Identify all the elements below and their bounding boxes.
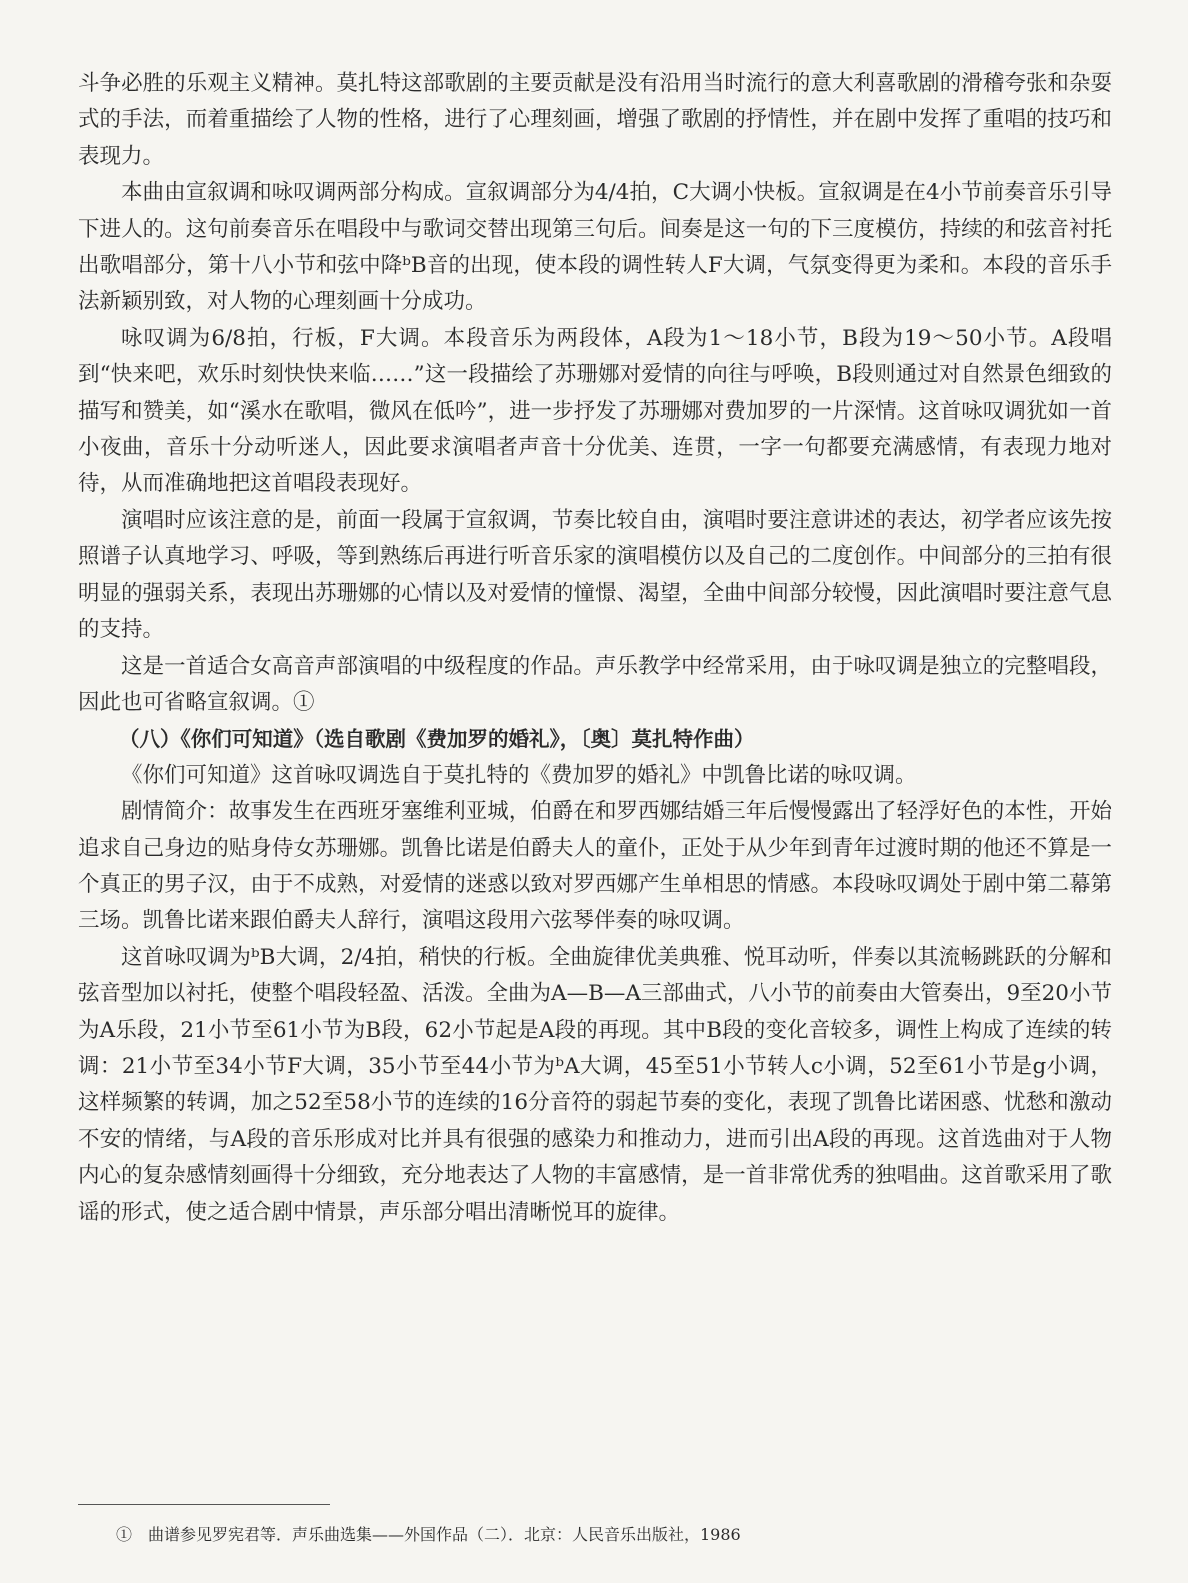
footnote-divider	[78, 1504, 330, 1505]
paragraph-recitative: 本曲由宣叙调和咏叹调两部分构成。宣叙调部分为4/4拍，C大调小快板。宣叙调是在4小节前奏音乐引导下进人的。这句前奏音乐在唱段中与歌词交替出现第三句后。间奏是这一句的下三度模仿，持续的和弦音衬托出歌唱部分，第十八小节和弦中降ᵇB音的出现，使本段的调性转人F大调，气氛变得更为柔和。本段的音乐手法新颖别致，对人物的心理刻画十分成功。	[78, 180, 1112, 315]
paragraph-performance-notes: 演唱时应该注意的是，前面一段属于宣叙调，节奏比较自由，演唱时要注意讲述的表达，初学者应该先按照谱子认真地学习、呼吸，等到熟练后再进行听音乐家的演唱模仿以及自己的二度创作。中间部分的三拍有很明显的强弱关系，表现出苏珊娜的心情以及对爱情的憧憬、渴望，全曲中间部分较慢，因此演唱时要注意气息的支持。	[78, 507, 1112, 643]
section-heading: （八）《你们可知道》（选自歌剧《费加罗的婚礼》，〔奥〕莫扎特作曲）	[119, 727, 755, 752]
footnote: ① 曲谱参见罗宪君等．声乐曲选集——外国作品（二）．北京：人民音乐出版社，1986	[116, 1525, 741, 1544]
paragraph-plot-synopsis: 剧情简介：故事发生在西班牙塞维利亚城，伯爵在和罗西娜结婚三年后慢慢露出了轻浮好色的本性，开始追求自己身边的贴身侍女苏珊娜。凯鲁比诺是伯爵夫人的童仆，正处于从少年到青年过渡时期的他还不算是一个真正的男子汉，由于不成熟，对爱情的迷惑以致对罗西娜产生单相思的情感。本段咏叹调处于剧中第二幕第三场。凯鲁比诺来跟伯爵夫人辞行，演唱这段用六弦琴伴奏的咏叹调。	[78, 799, 1112, 934]
paragraph-continuation: 斗争必胜的乐观主义精神。莫扎特这部歌剧的主要贡献是没有沿用当时流行的意大利喜歌剧的滑稽夸张和杂耍式的手法，而着重描绘了人物的性格，进行了心理刻画，增强了歌剧的抒情性，并在剧中发挥了重唱的技巧和表现力。	[78, 71, 1112, 169]
page-body	[78, 66, 1112, 1231]
paragraph-analysis: 这首咏叹调为ᵇB大调，2/4拍，稍快的行板。全曲旋律优美典雅、悦耳动听，伴奏以其流畅跳跃的分解和弦音型加以衬托，使整个唱段轻盈、活泼。全曲为A—B—A三部曲式，八小节的前奏由大管奏出，9至20小节为A乐段，21小节至61小节为B段，62小节起是A段的再现。其中B段的变化音较多，调性上构成了连续的转调：21小节至34小节F大调，35小节至44小节为ᵇA大调，45至51小节转人c小调，52至61小节是g小调，这样频繁的转调，加之52至58小节的连续的16分音符的弱起节奏的变化，表现了凯鲁比诺困惑、忧愁和激动不安的情绪，与A段的音乐形成对比并具有很强的感染力和推动力，进而引出A段的再现。这首选曲对于人物内心的复杂感情刻画得十分细致，充分地表达了人物的丰富感情，是一首非常优秀的独唱曲。这首歌采用了歌谣的形式，使之适合剧中情景，声乐部分唱出清晰悦耳的旋律。	[78, 944, 1112, 1225]
paragraph-intro: 《你们可知道》这首咏叹调选自于莫扎特的《费加罗的婚礼》中凯鲁比诺的咏叹调。	[121, 762, 917, 788]
paragraph-summary: 这是一首适合女高音声部演唱的中级程度的作品。声乐教学中经常采用，由于咏叹调是独立的完整唱段，因此也可省略宣叙调。①	[78, 653, 1112, 715]
paragraph-aria: 咏叹调为6/8拍，行板，F大调。本段音乐为两段体，A段为1～18小节，B段为19～50小节。A段唱到“快来吧，欢乐时刻快快来临……”这一段描绘了苏珊娜对爱情的向往与呼唤，B段则通过对自然景色细致的描写和赞美，如“溪水在歌唱，微风在低吟”，进一步抒发了苏珊娜对费加罗的一片深情。这首咏叹调犹如一首小夜曲，音乐十分动听迷人，因此要求演唱者声音十分优美、连贯，一字一句都要充满感情，有表现力地对待，从而准确地把这首唱段表现好。	[78, 325, 1112, 497]
